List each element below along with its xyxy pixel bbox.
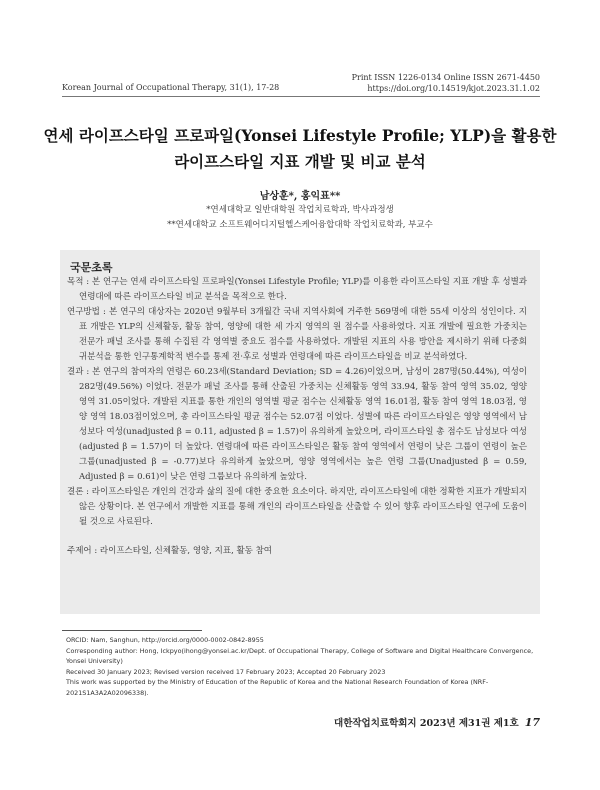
footnote-corresponding: Corresponding author: Hong, Ickpyo(ihong@yonsei.ac.kr/Dept. of Occupational Therapy, College of Software and Digital Healthcare Convergence, Yonsei University)	[66, 646, 534, 666]
paper-title	[40, 123, 560, 175]
header-rule	[62, 96, 540, 97]
issn-line: Print ISSN 1226-0134 Online ISSN 2671-4450	[351, 73, 540, 82]
affiliation-list	[0, 203, 600, 233]
affiliation-2: **연세대학교 소프트웨어디지털헬스케어융합대학 작업치료학과, 부교수	[167, 220, 433, 230]
footer-journal: 대한작업치료학회지 2023년 제31권 제1호	[334, 718, 519, 729]
doi-line[interactable]: https://doi.org/10.14519/kjot.2023.31.1.02	[367, 84, 540, 93]
abstract-keywords: 주제어 : 라이프스타일, 신체활동, 영양, 지표, 활동 참여	[67, 546, 273, 556]
page-footer	[334, 715, 540, 729]
abstract-methods: 연구방법 : 본 연구의 대상자는 2020년 9월부터 3개월간 국내 지역사회에 거주한 569명에 대한 55세 이상의 성인이다. 지표 개발은 YLP의 신체활동, 활동 참여, 영양에 대한 세 가지 영역의 원 점수를 사용하였다. 지표 개발에 필요한 가중치는 전문가 패널 조사를 통해 수집된 각 영역별 중요도 점수를 사용하였다. 개발된 지표의 사용 방안을 제시하기 위해 다중회귀분석을 통한 인구통계학적 변수를 통제 전·후로 성별과 연령대에 따른 라이프스타일을 비교 분석하였다.	[67, 307, 527, 362]
journal-identifiers	[352, 72, 540, 94]
abstract-body	[67, 275, 527, 559]
abstract-purpose: 목적 : 본 연구는 연세 라이프스타일 프로파일(Yonsei Lifestyle Profile; YLP)를 이용한 라이프스타일 지표 개발 후 성별과 연령대에 따른 라이프스타일 비교 분석을 목적으로 한다.	[67, 277, 527, 302]
footnote-received: Received 30 January 2023; Revised version received 17 February 2023; Accepted 20 February 2023	[66, 667, 386, 676]
abstract-heading: 국문초록	[70, 261, 113, 274]
footnotes	[66, 635, 540, 699]
author-list: 남상훈*, 홍익표**	[259, 191, 341, 202]
footnote-rule	[62, 630, 202, 631]
journal-citation: Korean Journal of Occupational Therapy, 31(1), 17-28	[62, 83, 280, 92]
footnote-orcid: ORCID: Nam, Sanghun, http://orcid.org/0000-0002-0842-8955	[66, 636, 264, 644]
abstract-results: 결과 : 본 연구의 참여자의 연령은 60.23세(Standard Deviation; SD = 4.26)이었으며, 남성이 287명(50.44%), 여성이 282명(49.56%) 이었다. 전문가 패널 조사를 통해 산출된 가중치는 신체활동 영역 33.94, 활동 참여 영역 35.02, 영양 영역 31.05이었다. 개발된 지표를 통한 개인의 영역별 평균 점수는 신체활동 영역 16.01점, 활동 참여 영역 18.03점, 영양 영역 18.03점이었으며, 총 라이프스타일 평균 점수는 52.07점 이었다. 성별에 따른 라이프스타일은 영양 영역에서 남성보다 여성(unadjusted β = 0.11, adjusted β = 1.57)이 유의하게 높았으며, 라이프스타일 총 점수도 남성보다 여성(adjusted β = 1.57)이 더 높았다. 연령대에 따른 라이프스타일은 활동 참여 영역에서 연령이 낮은 그룹이 연령이 높은 그룹(unadjusted β = -0.77)보다 유의하게 높았으며, 영양 영역에서는 높은 연령 그룹(Unadjusted β = 0.59, Adjusted β = 0.61)이 낮은 연령 그룹보다 유의하게 높았다.	[67, 367, 527, 482]
affiliation-1: *연세대학교 일반대학원 작업치료학과, 박사과정생	[206, 205, 394, 215]
page-number: 17	[524, 716, 540, 729]
title-line-1: 연세 라이프스타일 프로파일(Yonsei Lifestyle Profile; YLP)을 활용한	[43, 126, 557, 145]
footnote-funding: This work was supported by the Ministry of Education of the Republic of Korea and the National Research Foundation of Korea (NRF-2021S1A3A2A02096338).	[66, 678, 489, 697]
title-line-2: 라이프스타일 지표 개발 및 비교 분석	[174, 152, 426, 171]
abstract-conclusion: 결론 : 라이프스타일은 개인의 건강과 삶의 질에 대한 중요한 요소이다. 하지만, 라이프스타일에 대한 정확한 지표가 개발되지 않은 상황이다. 본 연구에서 개발한 지표를 통해 개인의 라이프스타일을 산출할 수 있어 향후 라이프스타일 연구에 도움이 될 것으로 사료된다.	[67, 487, 527, 527]
